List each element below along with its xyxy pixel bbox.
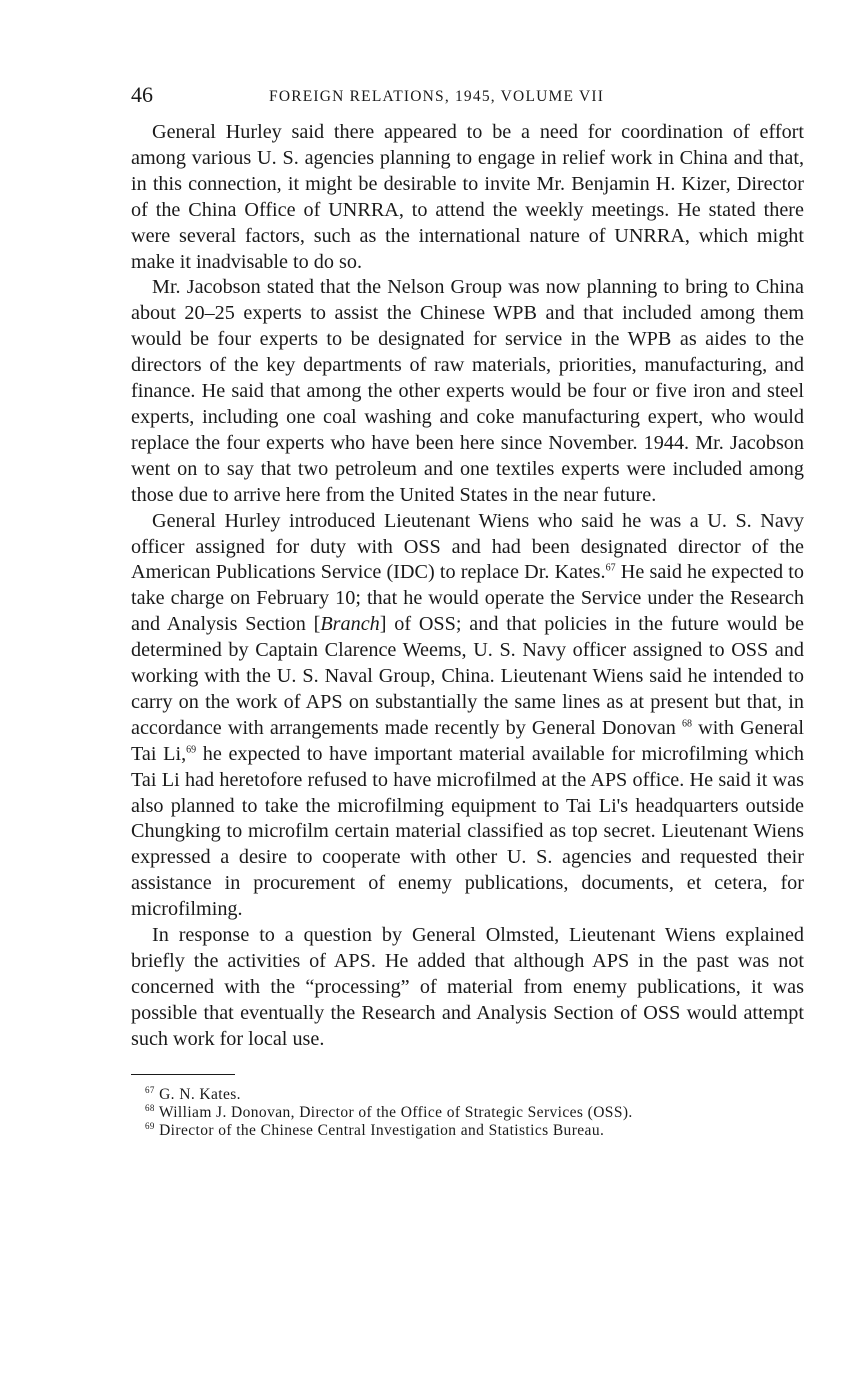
paragraph-text: He said he expected to take charge on February 10; that he would operate the Service under the Research and Analysis Section [: [131, 561, 805, 636]
footnote-text: G. N. Kates.: [159, 1085, 241, 1103]
footnote-text: William J. Donovan, Director of the Office of Strategic Services (OSS).: [158, 1103, 633, 1121]
paragraph-text: ] of OSS; and that policies in the future would be determined by Captain Clarence Weems, U. S. Navy officer assigned to OSS and working with the U. S. Naval Group, China. Lieutenant Wiens said he intended to carry on the work of APS on substantially the same lines as at present but that, in accordance with arrangements made recently by General Donovan: [131, 613, 805, 739]
footnote-reference-69[interactable]: 69: [186, 744, 197, 756]
footnote-mark: 69: [145, 1120, 155, 1131]
footnote-reference-67[interactable]: 67: [605, 562, 616, 574]
paragraph-hurley-coordination: General Hurley said there appeared to be a need for coordination of effort among various U. S. agencies planning to engage in relief work in China and that, in this connection, it might be desirable to invite Mr. Benjamin H. Kizer, Director of the China Office of UNRRA, to attend the weekly meetings. He stated there were several factors, such as the international nature of UNRRA, which might make it inadvisable to do so.: [131, 121, 804, 273]
footnote-mark: 67: [145, 1084, 155, 1095]
italic-branch: Branch: [320, 613, 380, 636]
footnote-67: [145, 1086, 804, 1104]
paragraph-olmsted-question: In response to a question by General Olmsted, Lieutenant Wiens explained briefly the activities of APS. He added that although APS in the past was not concerned with the “processing” of material from enemy publications, it was possible that eventually the Research and Analysis Section of OSS would attempt such work for local use.: [131, 924, 804, 1050]
paragraph-text: with General Tai Li,: [131, 716, 804, 765]
page-number: 46: [131, 82, 153, 107]
footnote-mark: 68: [145, 1102, 155, 1113]
footnote-68: [145, 1104, 804, 1122]
footnote-69: [145, 1122, 804, 1140]
paragraph-text: General Hurley introduced Lieutenant Wiens who said he was a U. S. Navy officer assigned for duty with OSS and had been designated director of the American Publications Service (IDC) to replace Dr. Kates.: [131, 509, 804, 584]
paragraph-wiens-introduction: [131, 509, 804, 924]
footnote-divider: [131, 1074, 235, 1075]
body-text: [131, 120, 804, 1053]
paragraph-text: he expected to have important material available for microfilming which Tai Li had heretofore refused to have microfilmed at the APS office. He said it was also planned to take the microfilming equipment to Tai Li's headquarters outside Chungking to microfilm certain material classified as top secret. Lieutenant Wiens expressed a desire to cooperate with other U. S. agencies and requested their assistance in procurement of enemy publications, documents, et cetera, for microfilming.: [131, 742, 804, 921]
paragraph-jacobson-experts: Mr. Jacobson stated that the Nelson Group was now planning to bring to China about 20–25 experts to assist the Chinese WPB and that included among them would be four experts to be designated for service in the WPB as aides to the directors of the key departments of raw materials, priorities, manufacturing, and finance. He said that among the other experts would be four or five iron and steel experts, including one coal washing and coke manufacturing expert, who would replace the four experts who have been here since November. 1944. Mr. Jacobson went on to say that two petroleum and one textiles experts were included among those due to arrive here from the United States in the near future.: [131, 276, 804, 506]
footnotes: [131, 1086, 804, 1140]
footnote-reference-68[interactable]: 68: [682, 718, 693, 730]
footnote-text: Director of the Chinese Central Investigation and Statistics Bureau.: [159, 1121, 605, 1139]
running-title: FOREIGN RELATIONS, 1945, VOLUME VII: [269, 88, 605, 105]
running-header: [131, 82, 804, 112]
document-page: [131, 82, 804, 1140]
